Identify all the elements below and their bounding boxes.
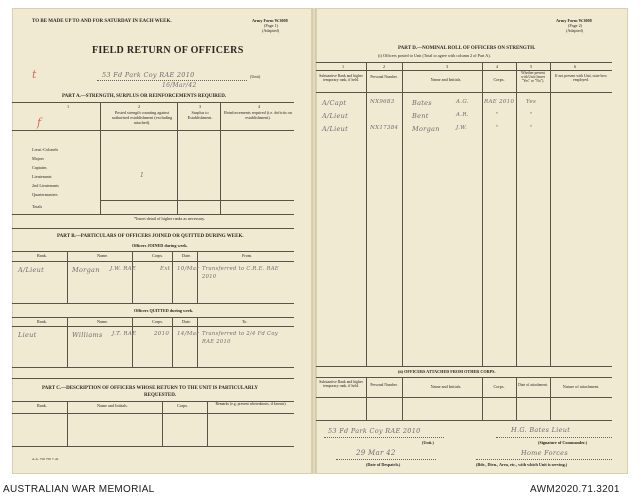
roll-rank: A/Capt: [322, 99, 347, 107]
col-header-present: Whether present with Unit (insert "Yes" or "No").: [521, 71, 545, 83]
part-a-title: PART A.—STRENGTH, SURPLUS OR REINFORCEMENTS REQUIRED.: [62, 94, 227, 99]
roll-number: NX17384: [370, 125, 399, 131]
form-page-2: [316, 8, 628, 474]
roll-initials: A.R.: [456, 112, 469, 118]
lieut-count: 1: [140, 172, 145, 179]
col-num: 1: [342, 64, 345, 69]
roll-name: Bent: [412, 112, 429, 120]
col-num: 6: [574, 64, 577, 69]
ditto-mark: ": [496, 112, 499, 118]
form-id: Army Form W.3008: [252, 18, 288, 23]
quitted-corps: 2010: [154, 331, 170, 337]
roll-number: NX9683: [370, 99, 395, 105]
col-header-name: Name and Initials.: [430, 77, 462, 82]
despatch-date-handwriting: 29 Mar 42: [356, 449, 396, 457]
col-rank: Rank.: [37, 253, 47, 258]
joined-rank: A/Lieut: [18, 266, 45, 274]
footer-unit-handwriting: 53 Fd Park Coy RAE 2010: [328, 427, 421, 435]
unit-line: [97, 80, 247, 81]
adapted-note: (Adapted): [262, 28, 279, 33]
date-handwriting: 16/Mar/42: [162, 82, 197, 89]
joined-from: Transferred to C.R.E. RAE 2010: [202, 266, 279, 280]
page-note: (Page 1): [264, 23, 279, 28]
attached-title: (ii) OFFICERS ATTACHED FROM OTHER CORPS.: [398, 369, 496, 374]
att-col-nature: Nature of attachment.: [562, 384, 600, 389]
roll-present: Yes: [526, 99, 537, 105]
col-header-posted: Posted strength counting against authorised establishment (excluding attached).: [111, 110, 173, 125]
col-rank: Rank.: [37, 319, 47, 324]
col-rank: Rank.: [37, 403, 47, 408]
rank-label: Majors: [32, 156, 44, 161]
col-num: 4: [258, 104, 261, 109]
col-date: Date.: [182, 253, 191, 258]
col-num: 2: [383, 64, 386, 69]
joined-initials: J.W. RAE: [110, 266, 137, 272]
red-margin-mark-2: f: [37, 116, 42, 129]
printer-note: A.A. 756 750 7-42: [32, 457, 59, 461]
part-d-subtitle: (i) Officers posted to Unit (Total to agree with column 2 of Part A).: [378, 53, 491, 58]
quitted-initials: J.T. RAE: [112, 331, 137, 337]
roll-rank: A/Lieut: [322, 112, 349, 120]
col-num: 2: [138, 104, 141, 109]
roll-name: Bates: [412, 99, 432, 107]
form-page-1: [12, 8, 312, 474]
unit-handwriting: 53 Fd Park Coy RAE 2010: [102, 71, 195, 79]
col-to: To.: [242, 319, 248, 324]
ditto-mark: ": [496, 125, 499, 131]
joined-date: 10/Mar: [177, 266, 200, 272]
rank-label: Lieutenants: [32, 174, 52, 179]
rank-label: 2nd Lieutenants: [32, 183, 59, 188]
att-col-name: Name and Initials.: [430, 384, 462, 389]
part-b-title: PART B.—PARTICULARS OF OFFICERS JOINED OR QUITTED DURING WEEK.: [57, 234, 244, 239]
quitted-name: Williams: [72, 331, 103, 339]
col-num: 3: [199, 104, 202, 109]
roll-initials: A.G.: [456, 99, 469, 105]
caption-right: AWM2020.71.3201: [530, 484, 620, 495]
col-header-reinforcements: Reinforcements required (i.e. deficits on establishment).: [224, 110, 292, 120]
page-note: (Page 2): [568, 23, 583, 28]
col-corps: Corps.: [152, 319, 164, 324]
totals-label: Totals: [32, 204, 43, 209]
joined-header: Officers JOINED during week.: [132, 243, 188, 248]
footnote: *Insert detail of higher ranks as necessary.: [134, 216, 206, 221]
ditto-mark: ": [530, 112, 533, 118]
rank-label: Lieut.-Colonels: [32, 147, 59, 152]
form-title: FIELD RETURN OF OFFICERS: [92, 45, 244, 56]
roll-initials: J.W.: [456, 125, 468, 131]
col-header-employed: If not present with Unit, state how employed.: [555, 74, 607, 83]
att-col-number: Personal Number.: [370, 383, 398, 387]
adapted-note: (Adapted): [566, 28, 583, 33]
col-corps: Corps.: [177, 403, 189, 408]
col-date: Date.: [182, 319, 191, 324]
rank-label: Captains: [32, 165, 47, 170]
col-header-surplus: Surplus to Establishment.: [187, 110, 213, 120]
col-header-number: Personal Number.: [370, 75, 398, 79]
col-name: Name.: [97, 253, 109, 258]
form-id: Army Form W.3008: [556, 18, 592, 23]
roll-name: Morgan: [412, 125, 440, 133]
part-c-title-2: REQUESTED.: [144, 393, 177, 398]
top-note: TO BE MADE UP TO AND FOR SATURDAY IN EACH WEEK.: [32, 19, 172, 24]
joined-name: Morgan: [72, 266, 100, 274]
att-col-corps: Corps.: [493, 384, 505, 389]
caption-left: AUSTRALIAN WAR MEMORIAL: [3, 484, 155, 495]
col-name: Name.: [97, 319, 109, 324]
col-corps: Corps.: [152, 253, 164, 258]
despatch-date-label: (Date of Despatch.): [366, 462, 401, 467]
col-header-rank: Substantive Rank and higher temporary rank, if held.: [319, 74, 363, 83]
col-remarks: Remarks (e.g. present whereabouts, if known).: [215, 402, 287, 406]
roll-corps: RAE 2010: [484, 99, 515, 105]
col-num: 1: [67, 104, 70, 109]
red-margin-mark: t: [32, 68, 37, 81]
joined-corps: Ext: [160, 266, 171, 272]
quitted-date: 14/Mar: [177, 331, 200, 337]
unit-label: (Unit): [250, 74, 261, 79]
roll-rank: A/Lieut: [322, 125, 349, 133]
rank-label: Quartermasters: [32, 192, 58, 197]
part-d-title: PART D.—NOMINAL ROLL OF OFFICERS ON STRENGTH.: [398, 46, 536, 51]
quitted-rank: Lieut: [18, 331, 37, 339]
col-from: From.: [242, 253, 253, 258]
col-num: 5: [530, 64, 533, 69]
part-c-title: PART C.—DESCRIPTION OF OFFICERS WHOSE RETURN TO THE UNIT IS PARTICULARLY: [42, 386, 258, 391]
quitted-to: Transferred to 2/4 Fd Coy RAE 2010: [202, 331, 278, 345]
footer-unit-label: (Unit.): [422, 440, 434, 445]
col-num: 3: [446, 64, 449, 69]
att-col-date: Date of attachment.: [518, 383, 548, 387]
force-label: (Bde., Divn., Area, etc., with which Unit is serving.): [476, 462, 568, 467]
col-num: 4: [496, 64, 499, 69]
col-header-corps: Corps.: [493, 77, 505, 82]
ditto-mark: ": [530, 125, 533, 131]
signature-label: (Signature of Commander.): [538, 440, 587, 445]
force-handwriting: Home Forces: [521, 449, 568, 457]
col-name: Name and Initials.: [97, 403, 128, 408]
att-col-rank: Substantive Rank and higher temporary rank, if held.: [319, 380, 363, 389]
signature-handwriting: H.G. Bates Lieut: [511, 426, 571, 434]
quitted-header: Officers QUITTED during week.: [134, 308, 194, 313]
